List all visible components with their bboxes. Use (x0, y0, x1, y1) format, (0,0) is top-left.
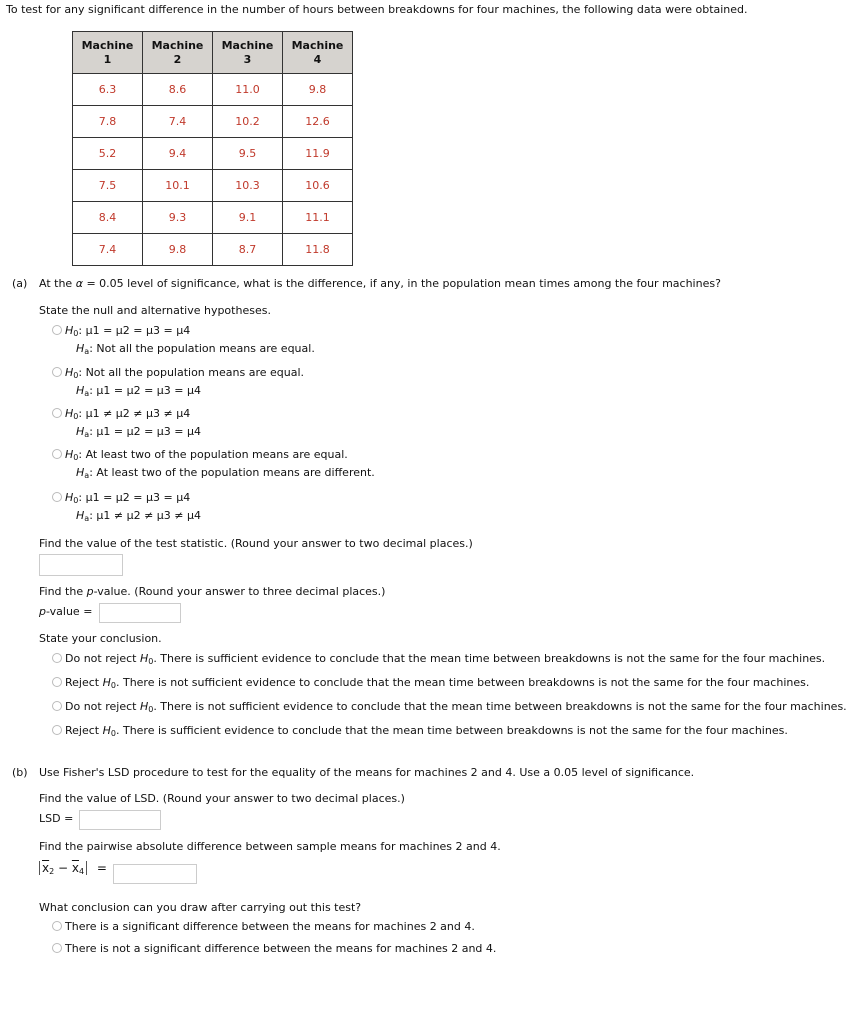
table-row (73, 106, 353, 138)
table-header-row (73, 32, 353, 74)
conclusion-option[interactable]: Do not reject $H_0$. There is not sufficient evidence to conclude that the mean time between breakdowns is not the same for the four machines. (65, 698, 847, 716)
radio-button[interactable] (52, 492, 62, 502)
table-header: Machine 2 (143, 32, 213, 74)
table-header: Machine 1 (73, 32, 143, 74)
radio-button[interactable] (52, 408, 62, 418)
radio-button[interactable] (52, 701, 62, 711)
lsd-conclusion-prompt: What conclusion can you draw after carrying out this test? (39, 901, 362, 914)
table-row (73, 234, 353, 266)
part-a-label: (a) (12, 277, 28, 290)
difference-prompt: Find the pairwise absolute difference between sample means for machines 2 and 4. (39, 840, 501, 853)
part-a-question: At the α = 0.05 level of significance, what is the difference, if any, in the population mean times among the four machines? (39, 277, 721, 290)
hypotheses-prompt: State the null and alternative hypotheses. (39, 304, 271, 317)
radio-button[interactable] (52, 725, 62, 735)
conclusion-option[interactable]: Reject $H_0$. There is sufficient evidence to conclude that the mean time between breakdowns is not the same for the four machines. (65, 722, 788, 740)
lsd-input[interactable] (79, 810, 161, 830)
table-cell: 5.2 (73, 138, 143, 170)
difference-input[interactable] (113, 864, 197, 884)
table-row (73, 138, 353, 170)
table-cell: 10.6 (283, 170, 353, 202)
table-cell: 7.5 (73, 170, 143, 202)
table-row (73, 170, 353, 202)
hypothesis-option[interactable]: $H_0$: μ1 ≠ μ2 ≠ μ3 ≠ μ4 $H_a$: μ1 = μ2 = μ3 = μ4 (65, 405, 201, 441)
table-cell: 11.0 (213, 74, 283, 106)
table-cell: 10.1 (143, 170, 213, 202)
table-cell: 9.3 (143, 202, 213, 234)
radio-button[interactable] (52, 653, 62, 663)
intro-text: To test for any significant difference in the number of hours between breakdowns for four machines, the following data were obtained. (6, 3, 748, 16)
part-b-question: Use Fisher's LSD procedure to test for the equality of the means for machines 2 and 4. Use a 0.05 level of significance. (39, 766, 695, 779)
conclusion-option[interactable]: Reject $H_0$. There is not sufficient evidence to conclude that the mean time between breakdowns is not the same for the four machines. (65, 674, 809, 692)
p-value-label: p-value = (39, 605, 93, 618)
table-cell: 9.8 (283, 74, 353, 106)
radio-button[interactable] (52, 325, 62, 335)
table-cell: 9.8 (143, 234, 213, 266)
table-cell: 9.5 (213, 138, 283, 170)
table-cell: 11.9 (283, 138, 353, 170)
table-cell: 10.2 (213, 106, 283, 138)
lsd-conclusion-option[interactable]: There is a significant difference between the means for machines 2 and 4. (65, 918, 475, 936)
table-cell: 7.4 (143, 106, 213, 138)
p-value-input[interactable] (99, 603, 181, 623)
test-statistic-input[interactable] (39, 554, 123, 576)
conclusion-prompt: State your conclusion. (39, 632, 162, 645)
hypothesis-option[interactable]: $H_0$: Not all the population means are equal. $H_a$: μ1 = μ2 = μ3 = μ4 (65, 364, 304, 400)
difference-expression: $\overline{x}_2 - \overline{x}_4$ = (39, 861, 107, 876)
lsd-conclusion-option[interactable]: There is not a significant difference between the means for machines 2 and 4. (65, 940, 496, 958)
hypothesis-option[interactable]: $H_0$: μ1 = μ2 = μ3 = μ4 $H_a$: μ1 ≠ μ2 ≠ μ3 ≠ μ4 (65, 489, 201, 525)
radio-button[interactable] (52, 449, 62, 459)
radio-button[interactable] (52, 367, 62, 377)
radio-button[interactable] (52, 921, 62, 931)
hypothesis-option[interactable]: $H_0$: μ1 = μ2 = μ3 = μ4 $H_a$: Not all the population means are equal. (65, 322, 315, 358)
table-cell: 11.1 (283, 202, 353, 234)
hypothesis-option[interactable]: $H_0$: At least two of the population means are equal. $H_a$: At least two of the population means are different. (65, 446, 375, 482)
table-cell: 7.4 (73, 234, 143, 266)
part-b-label: (b) (12, 766, 28, 779)
table-cell: 11.8 (283, 234, 353, 266)
test-statistic-prompt: Find the value of the test statistic. (Round your answer to two decimal places.) (39, 537, 473, 550)
lsd-label: LSD = (39, 812, 74, 825)
table-cell: 8.4 (73, 202, 143, 234)
table-row (73, 202, 353, 234)
data-table (72, 31, 353, 266)
lsd-prompt: Find the value of LSD. (Round your answer to two decimal places.) (39, 792, 405, 805)
table-header: Machine 3 (213, 32, 283, 74)
table-header: Machine 4 (283, 32, 353, 74)
table-cell: 9.4 (143, 138, 213, 170)
table-cell: 7.8 (73, 106, 143, 138)
table-cell: 12.6 (283, 106, 353, 138)
radio-button[interactable] (52, 677, 62, 687)
table-row (73, 74, 353, 106)
p-value-prompt: Find the p-value. (Round your answer to three decimal places.) (39, 585, 386, 598)
table-cell: 10.3 (213, 170, 283, 202)
table-cell: 6.3 (73, 74, 143, 106)
conclusion-option[interactable]: Do not reject $H_0$. There is sufficient evidence to conclude that the mean time between breakdowns is not the same for the four machines. (65, 650, 825, 668)
table-cell: 9.1 (213, 202, 283, 234)
table-cell: 8.6 (143, 74, 213, 106)
table-cell: 8.7 (213, 234, 283, 266)
radio-button[interactable] (52, 943, 62, 953)
